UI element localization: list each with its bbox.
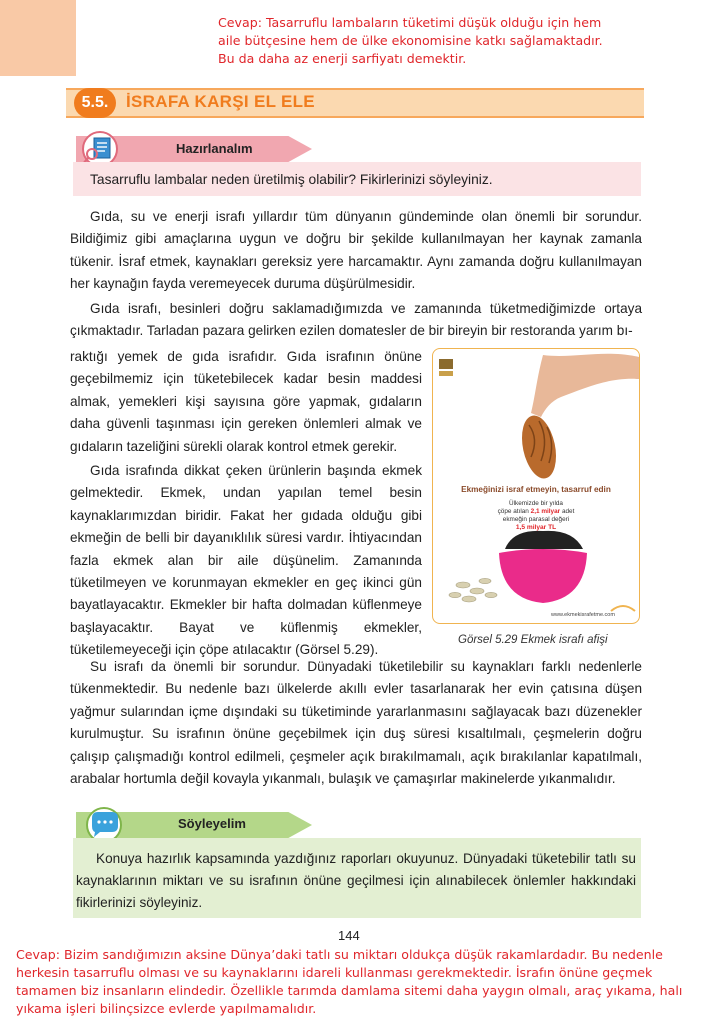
poster-line4: 1,5 milyar TL (515, 524, 557, 531)
bread-waste-poster (432, 348, 640, 624)
soyleyelim-label: Söyleyelim (178, 816, 246, 831)
page-number: 144 (338, 928, 360, 943)
hazirlanalim-label: Hazırlanalım (176, 141, 253, 156)
poster-line1: Ülkemizde bir yılda (509, 500, 563, 507)
answer-bottom: Cevap: Bizim sandığımızın aksine Dünya’daki tatlı su miktarı oldukça düşük rakamlardadır. Bu nedenle herkesin tasarruflu olması ve su kaynaklarını idareli kullanması gerekmektedir. İsrafın önüne geçmek tamamen biz insanların elindedir. Özellikle tarımda damlama sitemi daha yaygın olmalı, araç yıkama, halı yıkama işleri bilinçsizce evlerde yapılmamalıdır. (16, 947, 683, 1016)
poster-website: www.ekmekisrafetme.com (551, 612, 615, 618)
paragraph-food-waste: Gıda israfı, besinleri doğru saklamadığımızda ve zamanında tüketmediğimizde ortaya çıkmaktadır. Tarladan pazara gelirken ezilen domatesler de bir bireyin bir restoranda yarım bı- (70, 301, 642, 339)
section-title: İSRAFA KARŞI EL ELE (126, 92, 315, 111)
poster-line2: çöpe atılan 2,1 milyar adet (497, 508, 575, 515)
wallet-clasp (505, 531, 583, 549)
poster-logo (439, 359, 453, 369)
poster-headline: Ekmeğinizi israf etmeyin, tasarruf edin (461, 485, 611, 494)
answer-top: Cevap: Tasarruflu lambaların tüketimi düşük olduğu için hem aile bütçesine hem de ülke ekonomisine katkı sağlamaktadır. Bu da daha az enerji sarfiyatı demektir. (218, 15, 603, 66)
paragraph-water-waste: Su israfı da önemli bir sorundur. Dünyadaki tüketilebilir su kaynakları farklı nedenlerle tükenmektedir. Bu nedenle bazı ülkelerde akıllı evler tasarlanarak her evin çatısına düşen yağmur sularından içme dışındaki su tüketiminde yararlanmasını sağlayacak bazı düzenekler kurulmuştur. Su israfının önüne geçebilmek için duş süresi kısaltılmalı, çeşmelerin doğru çalışıp çalışmadığı kontrol edilmeli, çeşmeler açık bırakılmamalı, açık bırakılanlar kapatılmalı, arabalar hortumla değil kovayla yıkanmalı, bulaşık ve çamaşırlar makinelerde yıkanmalıdır. (70, 659, 642, 787)
poster-line3: ekmeğin parasal değeri (502, 516, 570, 523)
hand-graphic (531, 354, 639, 417)
soyleyelim-text: Konuya hazırlık kapsamında yazdığınız raporları okuyunuz. Dünyadaki tüketebilir tatlı su kaynaklarının miktarı ve su israfının önüne geçilmesi için alınabilecek önlemler hakkındaki fikirlerinizi söyleyiniz. (76, 851, 636, 910)
empty-wallet-graphic (499, 549, 587, 603)
hazirlanalim-question: Tasarruflu lambalar neden üretilmiş olabilir? Fikirlerinizi söyleyiniz. (90, 172, 493, 187)
paragraph-bread-waste: Gıda israfında dikkat çeken ürünlerin başında ekmek gelmektedir. Ekmek, undan yapılan temel besin kaynaklarımızdan biridir. Fakat her gıdada olduğu gibi ekmeğin de belli bir dayanıklılık süresi vardır. İhtiyacından fazla ekmek alan bir aile düşünelim. Zamanında tüketilmeyen ve korunmayan ekmekler en geç ikinci gün bayatlayacaktır. Ekmekler bir hafta dolmadan küflenmeye başlayacaktır. Bayat ve küflenmiş ekmekler, tüketilemeyeceği için çöpe atılacaktır (Görsel 5.29). (70, 463, 422, 658)
paragraph-food-waste-cont: raktığı yemek de gıda israfıdır. Gıda israfının önüne geçebilmemiz için tüketebilecek kadar besin maddesi almak, yemekleri kişi sayısına göre yapmak, gıdaların daha güvenli taşınması için gereken önlemleri almak ve gıdaların tazeliğini sürekli olarak kontrol etmek gerekir. (70, 349, 422, 454)
paragraph-waste-intro: Gıda, su ve enerji israfı yıllardır tüm dünyanın gündeminde olan önemli bir sorundur. Bildiğimiz gibi amaçlarına uygun ve doğru bir şekilde kullanılmayan her kaynak zamanla tükenir. İsraf etmek, kaynakları gereksiz yere harcamaktır. Aynı zamanda doğru kullanılmayan her kaynağın fayda veremeyecek duruma düşürülmesidir. (70, 209, 642, 292)
bread-graphic (517, 412, 562, 481)
corner-decoration (0, 0, 76, 76)
section-number: 5.5. (74, 88, 116, 118)
poster-illustration (433, 349, 639, 623)
figure-caption: Görsel 5.29 Ekmek israfı afişi (458, 634, 608, 646)
coins-graphic (449, 578, 497, 602)
